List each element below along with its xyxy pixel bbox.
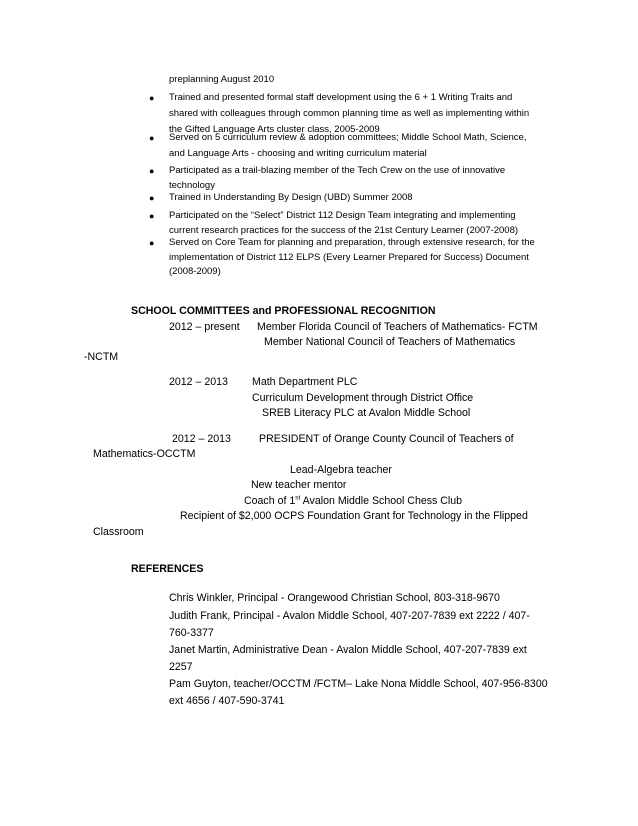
references-heading: REFERENCES [131, 563, 204, 575]
committee-item: Member National Council of Teachers of Mathematics [264, 336, 516, 348]
reference-line: Janet Martin, Administrative Dean - Avalon Middle School, 407-207-7839 ext [169, 644, 527, 656]
committee-period: 2012 – present [169, 321, 240, 333]
committee-item: Curriculum Development through District Office [252, 392, 474, 404]
bullet-icon: ● [149, 238, 155, 248]
committee-item-wrap: Mathematics-OCCTM [93, 448, 196, 460]
reference-line: Chris Winkler, Principal - Orangewood Christian School, 803-318-9670 [169, 592, 500, 604]
committee-period: 2012 – 2013 [169, 376, 228, 388]
committees-heading: SCHOOL COMMITTEES and PROFESSIONAL RECOGNITION [131, 305, 436, 317]
committee-item: SREB Literacy PLC at Avalon Middle School [262, 407, 471, 419]
bullet-icon: ● [149, 133, 155, 143]
reference-line: 760-3377 [169, 627, 214, 639]
committee-item: Member Florida Council of Teachers of Mathematics- FCTM [257, 321, 538, 333]
experience-line: Trained and presented formal staff development using the 6 + 1 Writing Traits and [169, 92, 513, 103]
committee-item: Lead-Algebra teacher [290, 464, 392, 476]
experience-line: Served on Core Team for planning and preparation, through extensive research, for the [169, 237, 535, 248]
bullet-icon: ● [149, 193, 155, 203]
committee-item: Recipient of $2,000 OCPS Foundation Grant for Technology in the Flipped [180, 510, 528, 522]
committee-item-wrap: -NCTM [84, 351, 119, 363]
experience-line: and Language Arts - choosing and writing curriculum material [169, 148, 427, 159]
bullet-icon: ● [149, 211, 155, 221]
bullet-icon: ● [149, 93, 155, 103]
experience-line: Served on 5 curriculum review & adoption committees; Middle School Math, Science, [169, 132, 527, 143]
experience-line: (2008-2009) [169, 266, 221, 277]
experience-line: current research practices for the success of the 21st Century Learner (2007-2008) [169, 225, 519, 236]
experience-line: preplanning August 2010 [169, 74, 275, 85]
reference-line: Pam Guyton, teacher/OCCTM /FCTM– Lake Nona Middle School, 407-956-8300 [169, 678, 548, 690]
committee-item: PRESIDENT of Orange County Council of Teachers of [259, 433, 514, 445]
experience-line: Participated on the “Select” District 112 Design Team integrating and implementing [169, 210, 516, 221]
committee-item: Math Department PLC [252, 376, 358, 388]
reference-line: Judith Frank, Principal - Avalon Middle School, 407-207-7839 ext 2222 / 407- [169, 610, 530, 622]
committee-period: 2012 – 2013 [172, 433, 231, 445]
reference-line: 2257 [169, 661, 193, 673]
experience-line: shared with colleagues through common planning time as well as implementing within [169, 108, 530, 119]
experience-line: Trained in Understanding By Design (UBD) Summer 2008 [169, 192, 413, 203]
experience-line: Participated as a trail-blazing member of the Tech Crew on the use of innovative [169, 165, 506, 176]
committee-item: Coach of 1st Avalon Middle School Chess Club [244, 494, 463, 507]
experience-line: technology [169, 180, 215, 191]
committee-item-wrap: Classroom [93, 526, 144, 538]
reference-line: ext 4656 / 407-590-3741 [169, 695, 285, 707]
committee-item: New teacher mentor [251, 479, 347, 491]
bullet-icon: ● [149, 166, 155, 176]
experience-line: implementation of District 112 ELPS (Every Learner Prepared for Success) Document [169, 252, 529, 263]
experience-line: the Gifted Language Arts cluster class, 2005-2009 [169, 124, 380, 135]
